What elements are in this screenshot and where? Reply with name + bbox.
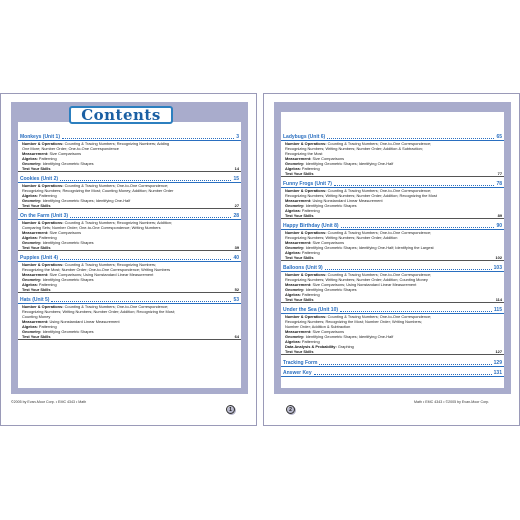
unit-title: Happy Birthday (Unit 8) bbox=[283, 223, 339, 229]
skill-category: Number & Operations: bbox=[285, 272, 327, 277]
skill-category: Geometry: bbox=[285, 334, 305, 339]
unit-heading[interactable] bbox=[18, 176, 241, 183]
unit-page-number: 3 bbox=[236, 134, 239, 140]
test-label: Test Your Skills bbox=[22, 334, 51, 339]
skill-text: Patterning bbox=[301, 166, 320, 171]
test-label: Test Your Skills bbox=[285, 213, 314, 218]
skill-category: Number & Operations: bbox=[22, 183, 64, 188]
skill-category: Algebra: bbox=[22, 282, 38, 287]
skill-category: Algebra: bbox=[22, 156, 38, 161]
skill-text: Patterning bbox=[301, 339, 320, 344]
unit-title: Hats (Unit 5) bbox=[20, 297, 50, 303]
unit-page-number: 53 bbox=[233, 297, 239, 303]
skill-text: Identifying Geometric Shapes bbox=[42, 161, 94, 166]
leader-dots bbox=[70, 217, 231, 218]
skill-text: Identifying Geometric Shapes bbox=[305, 287, 357, 292]
unit-heading[interactable] bbox=[281, 223, 504, 230]
unit-title: Cookies (Unit 2) bbox=[20, 176, 59, 182]
extra-page-number: 129 bbox=[493, 360, 502, 366]
skill-text: Size Comparisons; Using Nonstandard Linear Measurement bbox=[312, 282, 417, 287]
left-page-number: 1 bbox=[226, 405, 235, 414]
skill-text: Patterning bbox=[38, 193, 57, 198]
test-label: Test Your Skills bbox=[285, 171, 314, 176]
test-your-skills-row[interactable] bbox=[18, 334, 241, 340]
contents-extra bbox=[281, 360, 504, 367]
skill-category: Number & Operations: bbox=[22, 220, 64, 225]
skill-text: Patterning bbox=[301, 292, 320, 297]
skill-category: Algebra: bbox=[22, 235, 38, 240]
leader-dots bbox=[325, 269, 492, 270]
skill-text: Recognizing Numbers; Writing Numbers; Number Order; Addition & Subtraction; bbox=[285, 146, 423, 151]
skill-category: Number & Operations: bbox=[285, 141, 327, 146]
skill-category: Algebra: bbox=[285, 208, 301, 213]
left-page bbox=[0, 93, 257, 426]
contents-unit bbox=[18, 213, 241, 251]
skill-category: Geometry: bbox=[22, 240, 42, 245]
skill-text: Identifying Geometric Shapes; Identifying One-Half bbox=[42, 198, 131, 203]
skill-text: Recognizing Numbers; Writing Numbers; Number Order; Addition bbox=[285, 235, 398, 240]
unit-title: Funny Frogs (Unit 7) bbox=[283, 181, 332, 187]
skill-text: Recognizing Numbers; Writing Numbers; Number Order; Addition; Recognizing the Most bbox=[285, 193, 437, 198]
leader-dots bbox=[51, 301, 231, 302]
skill-text: Identifying Geometric Shapes bbox=[42, 277, 94, 282]
skill-text: Size Comparisons bbox=[49, 230, 82, 235]
unit-title: Balloons (Unit 9) bbox=[283, 265, 323, 271]
skill-category: Geometry: bbox=[285, 287, 305, 292]
leader-dots bbox=[334, 185, 495, 186]
skill-category: Algebra: bbox=[285, 250, 301, 255]
leader-dots bbox=[62, 138, 234, 139]
unit-title: Under the Sea (Unit 10) bbox=[283, 307, 339, 313]
skill-text: Identifying Geometric Shapes bbox=[42, 240, 94, 245]
skill-text: Size Comparisons; Using Nonstandard Linear Measurement bbox=[49, 272, 154, 277]
skill-category: Measurement: bbox=[285, 240, 312, 245]
test-label: Test Your Skills bbox=[22, 245, 51, 250]
unit-heading[interactable] bbox=[281, 134, 504, 141]
contents-unit bbox=[18, 255, 241, 293]
test-page-number: 127 bbox=[495, 349, 502, 354]
skill-text: Using Nonstandard Linear Measurement bbox=[49, 319, 120, 324]
skill-text: Graphing bbox=[337, 344, 354, 349]
test-page-number: 102 bbox=[495, 255, 502, 260]
skill-text: Patterning bbox=[38, 235, 57, 240]
unit-page-number: 90 bbox=[496, 223, 502, 229]
contents-title-banner bbox=[69, 102, 173, 128]
skill-category: Number & Operations: bbox=[285, 188, 327, 193]
skill-category: Measurement: bbox=[285, 282, 312, 287]
skill-category: Data Analysis & Probability: bbox=[285, 344, 337, 349]
test-your-skills-row[interactable] bbox=[18, 166, 241, 172]
unit-heading[interactable] bbox=[18, 134, 241, 141]
skill-text: Patterning bbox=[38, 282, 57, 287]
unit-heading[interactable] bbox=[18, 297, 241, 304]
skill-category: Measurement: bbox=[22, 230, 49, 235]
unit-page-number: 65 bbox=[496, 134, 502, 140]
leader-dots bbox=[340, 311, 492, 312]
leader-dots bbox=[60, 180, 231, 181]
skill-category: Geometry: bbox=[22, 161, 42, 166]
skill-category: Number & Operations: bbox=[285, 230, 327, 235]
skill-text: Size Comparisons bbox=[312, 240, 345, 245]
skill-text: One More; Number Order; One-to-One Correspondence bbox=[22, 146, 119, 151]
skill-text: Counting & Tracing Numbers; One-to-One Correspondence; bbox=[327, 272, 432, 277]
contents-extra bbox=[281, 370, 504, 377]
right-page bbox=[263, 93, 520, 426]
unit-page-number: 28 bbox=[233, 213, 239, 219]
skill-text: Counting & Tracing Numbers; One-to-One Correspondence; bbox=[327, 314, 432, 319]
skill-category: Number & Operations: bbox=[22, 141, 64, 146]
skill-category: Geometry: bbox=[285, 203, 305, 208]
unit-title: Puppies (Unit 4) bbox=[20, 255, 59, 261]
test-page-number: 14 bbox=[234, 166, 239, 171]
skill-category: Algebra: bbox=[285, 339, 301, 344]
test-label: Test Your Skills bbox=[285, 255, 314, 260]
skill-category: Geometry: bbox=[22, 329, 42, 334]
unit-page-number: 40 bbox=[233, 255, 239, 261]
unit-title: Monkeys (Unit 1) bbox=[20, 134, 61, 140]
unit-heading[interactable] bbox=[18, 213, 241, 220]
skill-category: Number & Operations: bbox=[285, 314, 327, 319]
right-footer: Math • EMC 4343 • ©2005 by Evan-Moor Corp. bbox=[414, 400, 490, 404]
leader-dots bbox=[60, 259, 231, 260]
left-contents-panel bbox=[18, 122, 241, 388]
test-your-skills-row[interactable] bbox=[281, 171, 504, 177]
skill-text: Counting & Tracing Numbers; Recognizing Numbers; Addition; bbox=[64, 220, 173, 225]
skill-text: Patterning bbox=[301, 208, 320, 213]
skill-text: Number Order; Addition & Subtraction bbox=[285, 324, 351, 329]
test-your-skills-row[interactable] bbox=[281, 297, 504, 303]
left-page-frame bbox=[11, 102, 248, 394]
unit-page-number: 15 bbox=[233, 176, 239, 182]
skill-category: Measurement: bbox=[22, 272, 49, 277]
leader-dots bbox=[341, 227, 495, 228]
leader-dots bbox=[319, 364, 491, 365]
contents-unit bbox=[18, 176, 241, 209]
skill-text: Patterning bbox=[301, 250, 320, 255]
test-your-skills-row[interactable] bbox=[18, 287, 241, 293]
unit-heading[interactable] bbox=[281, 181, 504, 188]
skill-text: Recognizing the Most bbox=[285, 151, 323, 156]
left-footer: ©2005 by Evan-Moor Corp. • EMC 4343 • Math bbox=[11, 400, 87, 404]
test-your-skills-row[interactable] bbox=[281, 255, 504, 261]
unit-title: On the Farm (Unit 3) bbox=[20, 213, 69, 219]
skill-text: Recognizing Numbers; Writing Numbers; Number Order; Addition; Recognizing the Most; bbox=[22, 309, 176, 314]
skill-category: Algebra: bbox=[285, 166, 301, 171]
test-page-number: 64 bbox=[234, 334, 239, 339]
skill-category: Algebra: bbox=[285, 292, 301, 297]
skill-text: Identifying Geometric Shapes; Identifying One-Half bbox=[305, 334, 394, 339]
extra-title: Answer Key bbox=[283, 370, 312, 376]
skill-text: Size Comparisons bbox=[312, 156, 345, 161]
test-label: Test Your Skills bbox=[22, 287, 51, 292]
skill-text: Counting & Tracing Numbers; One-to-One Correspondence; bbox=[327, 141, 432, 146]
test-label: Test Your Skills bbox=[285, 297, 314, 302]
skill-text: Recognizing Numbers; Recognizing the Most; Number Order; Writing Numbers; bbox=[285, 319, 423, 324]
contents-unit bbox=[281, 134, 504, 177]
test-page-number: 89 bbox=[497, 213, 502, 218]
extra-heading[interactable] bbox=[281, 360, 504, 367]
extra-heading[interactable] bbox=[281, 370, 504, 377]
skill-text: Counting & Tracing Numbers; Recognizing Numbers; bbox=[64, 262, 157, 267]
test-your-skills-row[interactable] bbox=[18, 203, 241, 209]
contents-unit bbox=[281, 265, 504, 303]
test-label: Test Your Skills bbox=[285, 349, 314, 354]
skill-text: Counting Money bbox=[22, 314, 51, 319]
extra-title: Tracking Form bbox=[283, 360, 318, 366]
skill-text: Counting & Tracing Numbers; Recognizing Numbers; Adding bbox=[64, 141, 170, 146]
skill-category: Measurement: bbox=[22, 319, 49, 324]
contents-unit bbox=[281, 181, 504, 219]
skill-category: Number & Operations: bbox=[22, 304, 64, 309]
contents-unit bbox=[281, 307, 504, 355]
skill-text: Patterning bbox=[38, 156, 57, 161]
test-page-number: 39 bbox=[234, 245, 239, 250]
unit-page-number: 103 bbox=[493, 265, 502, 271]
contents-unit bbox=[281, 223, 504, 261]
test-your-skills-row[interactable] bbox=[281, 349, 504, 355]
skill-text: Using Nonstandard Linear Measurement bbox=[312, 198, 383, 203]
skill-text: Identifying Geometric Shapes; Identifying One-Half bbox=[305, 161, 394, 166]
test-page-number: 114 bbox=[495, 297, 502, 302]
right-page-frame bbox=[274, 102, 511, 394]
skill-category: Geometry: bbox=[22, 277, 42, 282]
skill-category: Number & Operations: bbox=[22, 262, 64, 267]
skill-text: Identifying Geometric Shapes bbox=[42, 329, 94, 334]
leader-dots bbox=[327, 138, 494, 139]
skill-text: Counting & Tracing Numbers; One-to-One Correspondence; bbox=[327, 230, 432, 235]
skill-text: Counting & Tracing Numbers; One-to-One Correspondence; bbox=[64, 304, 169, 309]
unit-page-number: 78 bbox=[496, 181, 502, 187]
extra-page-number: 131 bbox=[493, 370, 502, 376]
right-page-number: 2 bbox=[286, 405, 295, 414]
page-title: Contents bbox=[81, 106, 161, 124]
test-label: Test Your Skills bbox=[22, 203, 51, 208]
unit-heading[interactable] bbox=[18, 255, 241, 262]
skill-text: Size Comparisons bbox=[49, 151, 82, 156]
contents-unit bbox=[18, 297, 241, 340]
skill-text: Patterning bbox=[38, 324, 57, 329]
unit-page-number: 115 bbox=[493, 307, 502, 313]
skill-text: Recognizing Numbers; Recognizing the Most; Counting Money; Addition; Number Order bbox=[22, 188, 174, 193]
skill-category: Measurement: bbox=[22, 151, 49, 156]
test-label: Test Your Skills bbox=[22, 166, 51, 171]
unit-title: Ladybugs (Unit 6) bbox=[283, 134, 326, 140]
skill-text: Counting & Tracing Numbers; One-to-One Correspondence; bbox=[64, 183, 169, 188]
unit-heading[interactable] bbox=[281, 265, 504, 272]
skill-category: Geometry: bbox=[285, 245, 305, 250]
unit-heading[interactable] bbox=[281, 307, 504, 314]
test-page-number: 52 bbox=[234, 287, 239, 292]
test-your-skills-row[interactable] bbox=[18, 245, 241, 251]
skill-text: Size Comparisons bbox=[312, 329, 345, 334]
skill-text: Recognizing the Most; Number Order; One-to-One Correspondence; Writing Numbers bbox=[22, 267, 171, 272]
skill-category: Measurement: bbox=[285, 329, 312, 334]
test-your-skills-row[interactable] bbox=[281, 213, 504, 219]
skill-category: Geometry: bbox=[22, 198, 42, 203]
skill-category: Algebra: bbox=[22, 324, 38, 329]
contents-unit bbox=[18, 134, 241, 172]
skill-text: Identifying Geometric Shapes bbox=[305, 203, 357, 208]
leader-dots bbox=[314, 374, 492, 375]
skill-category: Geometry: bbox=[285, 161, 305, 166]
test-page-number: 77 bbox=[497, 171, 502, 176]
skill-text: Recognizing Numbers; Writing Numbers; Number Order; Addition; Counting Money bbox=[285, 277, 428, 282]
skill-text: Counting & Tracing Numbers; One-to-One Correspondence; bbox=[327, 188, 432, 193]
test-page-number: 27 bbox=[234, 203, 239, 208]
skill-text: Identifying Geometric Shapes; Identifying One-Half; Identifying the Largest bbox=[305, 245, 434, 250]
skill-category: Algebra: bbox=[22, 193, 38, 198]
right-contents-panel bbox=[281, 112, 504, 388]
skill-category: Measurement: bbox=[285, 198, 312, 203]
skill-text: Comparing Sets; Number Order; One-to-One Correspondence; Writing Numbers bbox=[22, 225, 161, 230]
skill-category: Measurement: bbox=[285, 156, 312, 161]
